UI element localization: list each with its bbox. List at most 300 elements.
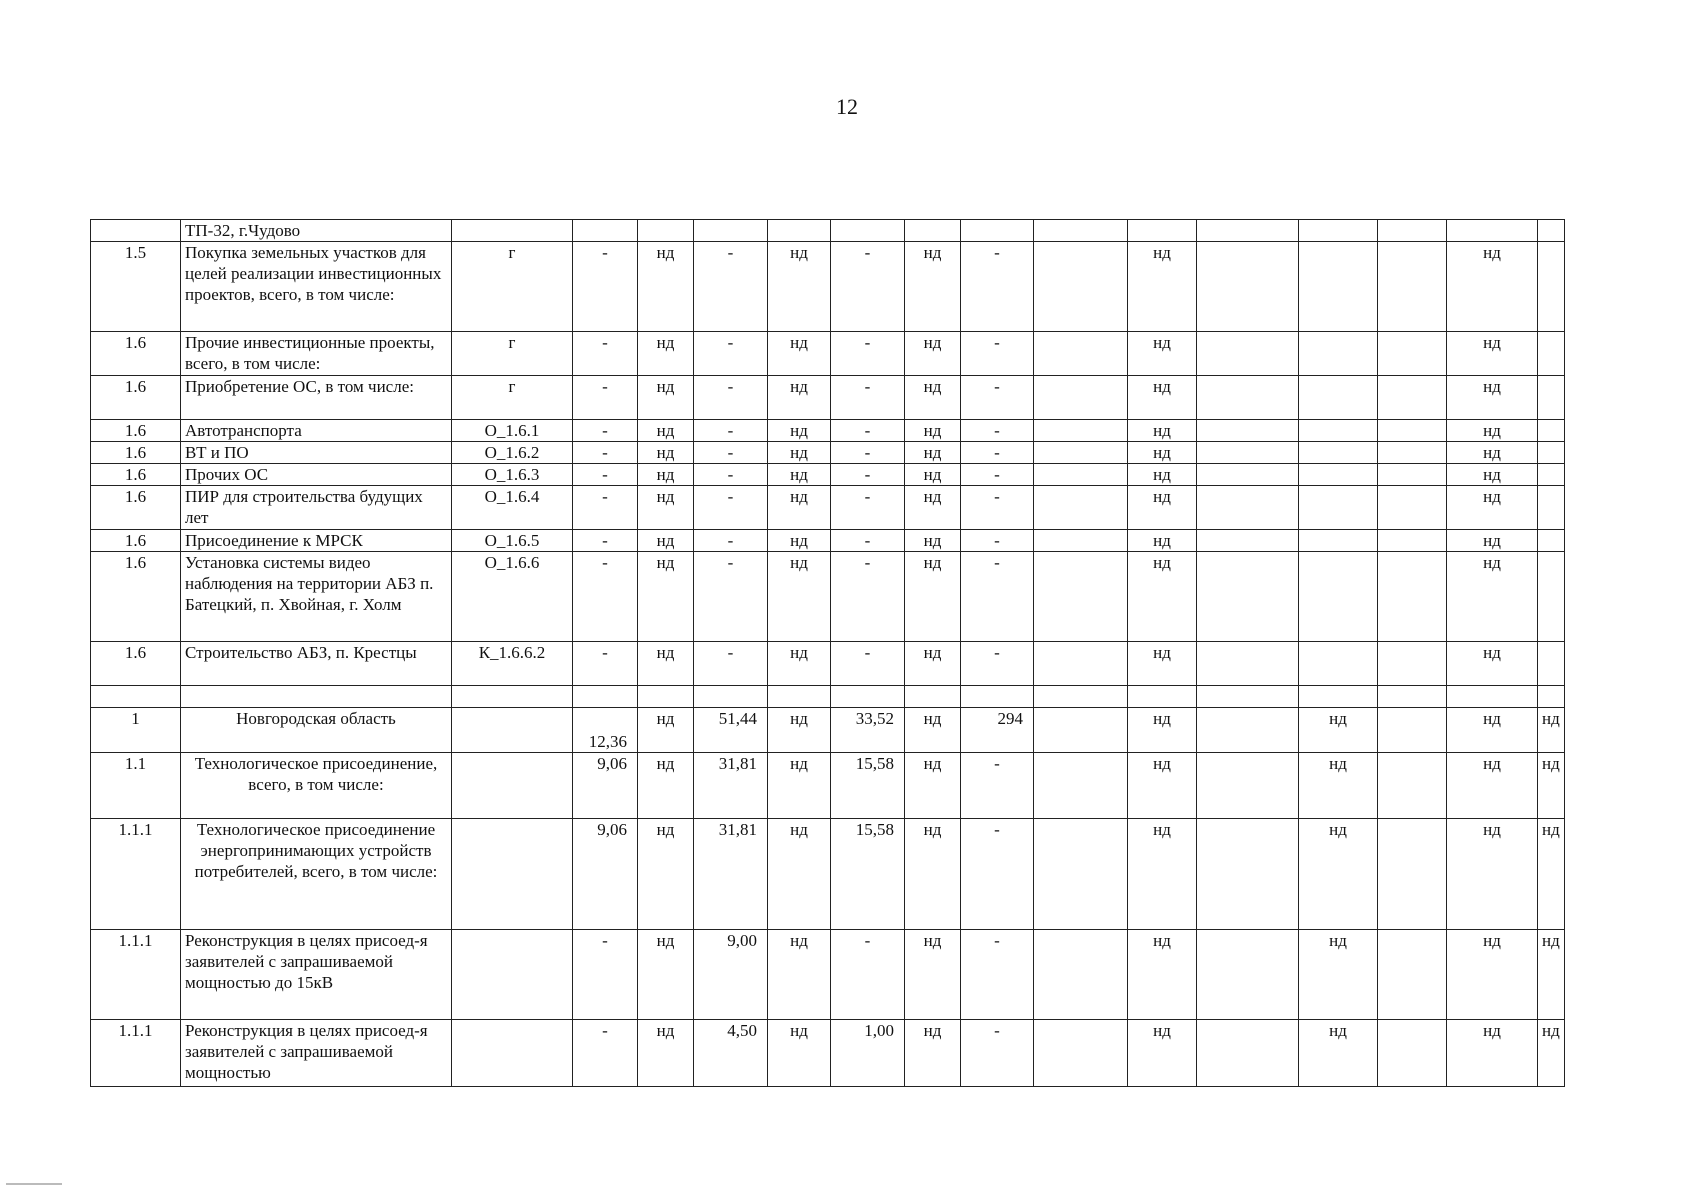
value-cell: нд [768,242,831,332]
value-cell [1034,530,1128,552]
table-row [91,686,1565,708]
value-cell: нд [768,530,831,552]
value-cell: - [961,1020,1034,1087]
value-cell: нд [1128,530,1197,552]
table-row [91,242,1565,332]
value-cell: нд [638,753,694,819]
value-cell: - [961,930,1034,1020]
value-cell: - [573,332,638,376]
value-cell: нд [1538,753,1565,819]
value-cell [1197,220,1299,242]
value-cell: нд [1128,642,1197,686]
row-code: г [452,376,573,420]
value-cell: 51,44 [694,708,768,753]
value-cell: - [831,376,905,420]
value-cell: нд [768,332,831,376]
value-cell: нд [1299,708,1378,753]
value-cell: нд [1447,708,1538,753]
value-cell: - [573,464,638,486]
value-cell: нд [1128,376,1197,420]
value-cell [694,220,768,242]
value-cell [1197,642,1299,686]
value-cell [1299,376,1378,420]
value-cell: нд [638,376,694,420]
value-cell [1378,442,1447,464]
row-name: Реконструкция в целях присоед-я заявителей с запрашиваемой мощностью [181,1020,452,1087]
value-cell [1197,420,1299,442]
value-cell [1197,242,1299,332]
value-cell [1034,1020,1128,1087]
value-cell: нд [1447,376,1538,420]
value-cell: - [831,486,905,530]
value-cell [831,220,905,242]
value-cell: нд [1128,464,1197,486]
value-cell [694,686,768,708]
row-code [452,1020,573,1087]
row-name: Автотранспорта [181,420,452,442]
value-cell [1447,686,1538,708]
value-cell: нд [768,442,831,464]
value-cell [1034,642,1128,686]
value-cell [1299,442,1378,464]
value-cell: - [831,552,905,642]
value-cell: нд [1447,242,1538,332]
value-cell [1378,464,1447,486]
value-cell: нд [1299,930,1378,1020]
value-cell: нд [1128,753,1197,819]
value-cell: 15,58 [831,753,905,819]
row-name: Покупка земельных участков для целей реализации инвестиционных проектов, всего, в том числе: [181,242,452,332]
value-cell [1538,332,1565,376]
page-number: 12 [836,94,858,119]
row-name: Технологическое присоединение энергопринимающих устройств потребителей, всего, в том числе: [181,819,452,930]
value-cell: 15,58 [831,819,905,930]
value-cell: - [961,753,1034,819]
value-cell: нд [1447,642,1538,686]
value-cell [1034,552,1128,642]
value-cell: - [961,242,1034,332]
value-cell: нд [768,708,831,753]
value-cell [1197,530,1299,552]
value-cell: - [573,930,638,1020]
row-number: 1.6 [91,530,181,552]
value-cell: - [961,642,1034,686]
value-cell: нд [768,486,831,530]
value-cell [638,686,694,708]
value-cell: нд [1538,819,1565,930]
value-cell [1299,332,1378,376]
row-code: О_1.6.6 [452,552,573,642]
value-cell [1034,220,1128,242]
value-cell [768,686,831,708]
value-cell [1128,686,1197,708]
value-cell: 9,06 [573,753,638,819]
row-code [452,930,573,1020]
table-row [91,819,1565,930]
value-cell: 9,00 [694,930,768,1020]
value-cell: нд [905,332,961,376]
value-cell: нд [1538,1020,1565,1087]
table-row [91,332,1565,376]
table-row [91,708,1565,753]
value-cell [1197,486,1299,530]
value-cell: нд [905,242,961,332]
value-cell: - [831,332,905,376]
value-cell [1538,420,1565,442]
value-cell: - [694,464,768,486]
value-cell [1034,464,1128,486]
value-cell: нд [638,1020,694,1087]
value-cell [1034,486,1128,530]
value-cell: нд [1128,442,1197,464]
table-row [91,642,1565,686]
value-cell: - [831,442,905,464]
value-cell: нд [1538,708,1565,753]
value-cell [1378,642,1447,686]
value-cell [1538,242,1565,332]
value-cell [1197,376,1299,420]
value-cell: нд [905,420,961,442]
value-cell [1197,708,1299,753]
value-cell [1197,1020,1299,1087]
value-cell: 31,81 [694,753,768,819]
value-cell: - [694,442,768,464]
value-cell: 33,52 [831,708,905,753]
value-cell [1378,242,1447,332]
value-cell: нд [1447,819,1538,930]
value-cell: - [573,552,638,642]
row-name [181,686,452,708]
row-number: 1.1.1 [91,930,181,1020]
value-cell [1197,442,1299,464]
value-cell [1299,420,1378,442]
value-cell: - [694,332,768,376]
row-code [452,686,573,708]
row-number: 1.1 [91,753,181,819]
value-cell [1538,376,1565,420]
value-cell [1299,552,1378,642]
value-cell [1299,642,1378,686]
value-cell: - [694,420,768,442]
row-number: 1.6 [91,420,181,442]
row-code [452,220,573,242]
table-row [91,220,1565,242]
value-cell: нд [768,930,831,1020]
value-cell: - [831,464,905,486]
row-code: г [452,242,573,332]
value-cell: нд [638,642,694,686]
row-code [452,819,573,930]
value-cell: нд [905,442,961,464]
value-cell: - [694,242,768,332]
value-cell: нд [638,464,694,486]
value-cell [638,220,694,242]
value-cell: 1,00 [831,1020,905,1087]
row-code: О_1.6.1 [452,420,573,442]
value-cell: нд [638,486,694,530]
value-cell: нд [1128,420,1197,442]
row-number [91,686,181,708]
value-cell [1299,242,1378,332]
value-cell [1378,530,1447,552]
value-cell [1378,420,1447,442]
row-number: 1.6 [91,332,181,376]
value-cell [1378,220,1447,242]
value-cell: нд [1447,442,1538,464]
value-cell: нд [1128,819,1197,930]
value-cell [1034,686,1128,708]
value-cell: 294 [961,708,1034,753]
value-cell: - [961,486,1034,530]
value-cell: - [573,420,638,442]
value-cell: - [694,376,768,420]
row-number: 1.1.1 [91,819,181,930]
value-cell: нд [768,552,831,642]
value-cell: нд [1447,930,1538,1020]
value-cell: - [694,552,768,642]
value-cell [1538,220,1565,242]
value-cell [905,220,961,242]
value-cell [1128,220,1197,242]
row-code: г [452,332,573,376]
value-cell [1197,464,1299,486]
value-cell [768,220,831,242]
value-cell: - [961,530,1034,552]
value-cell [1197,930,1299,1020]
value-cell [1378,753,1447,819]
table-row [91,486,1565,530]
value-cell [1197,819,1299,930]
value-cell [1034,708,1128,753]
value-cell [961,686,1034,708]
value-cell [1378,376,1447,420]
scan-mark [6,1183,62,1185]
value-cell: - [573,242,638,332]
value-cell [1538,530,1565,552]
value-cell: - [961,442,1034,464]
value-cell [1299,686,1378,708]
value-cell [831,686,905,708]
value-cell: нд [768,1020,831,1087]
value-cell: нд [638,552,694,642]
value-cell: нд [638,819,694,930]
value-cell: нд [1128,1020,1197,1087]
row-name: ПИР для строительства будущих лет [181,486,452,530]
value-cell: нд [905,753,961,819]
row-number: 1.6 [91,464,181,486]
value-cell [1197,332,1299,376]
row-number: 1.1.1 [91,1020,181,1087]
value-cell: нд [1538,930,1565,1020]
value-cell: нд [905,552,961,642]
value-cell: нд [768,376,831,420]
value-cell [905,686,961,708]
value-cell [1034,242,1128,332]
value-cell [1034,930,1128,1020]
value-cell: нд [1128,708,1197,753]
value-cell: - [961,464,1034,486]
value-cell: нд [1128,486,1197,530]
value-cell: - [573,376,638,420]
value-cell [1299,220,1378,242]
value-cell: - [694,642,768,686]
value-cell [1538,686,1565,708]
value-cell: нд [1447,420,1538,442]
table-row [91,530,1565,552]
value-cell: нд [1128,930,1197,1020]
value-cell: - [694,486,768,530]
value-cell: - [573,530,638,552]
row-code [452,753,573,819]
value-cell: - [831,420,905,442]
value-cell: нд [905,530,961,552]
value-cell: - [573,642,638,686]
value-cell: нд [905,819,961,930]
table-row [91,552,1565,642]
value-cell: нд [638,420,694,442]
value-cell [1034,753,1128,819]
value-cell: нд [1299,753,1378,819]
row-code: О_1.6.5 [452,530,573,552]
value-cell [1034,442,1128,464]
value-cell: нд [638,442,694,464]
row-name: Приобретение ОС, в том числе: [181,376,452,420]
value-cell: нд [905,930,961,1020]
value-cell: нд [905,642,961,686]
row-number: 1.5 [91,242,181,332]
row-number: 1.6 [91,376,181,420]
value-cell [1197,753,1299,819]
value-cell [1378,819,1447,930]
row-name: Присоединение к МРСК [181,530,452,552]
value-cell: - [573,442,638,464]
value-cell: нд [768,819,831,930]
table-row [91,420,1565,442]
value-cell [1034,420,1128,442]
value-cell [1538,486,1565,530]
row-number: 1.6 [91,486,181,530]
value-cell [1378,486,1447,530]
value-cell [1378,552,1447,642]
value-cell: нд [905,486,961,530]
value-cell: нд [905,1020,961,1087]
row-code: К_1.6.6.2 [452,642,573,686]
row-code: О_1.6.3 [452,464,573,486]
value-cell [1538,464,1565,486]
value-cell [1034,819,1128,930]
value-cell: нд [1447,753,1538,819]
row-name: Строительство АБЗ, п. Крестцы [181,642,452,686]
value-cell: нд [905,376,961,420]
row-code [452,708,573,753]
value-cell: 4,50 [694,1020,768,1087]
value-cell: нд [1128,242,1197,332]
value-cell: нд [1447,332,1538,376]
value-cell [573,220,638,242]
value-cell: нд [1447,530,1538,552]
row-name: ТП-32, г.Чудово [181,220,452,242]
value-cell: нд [638,332,694,376]
value-cell [1299,530,1378,552]
value-cell: нд [768,753,831,819]
row-code: О_1.6.2 [452,442,573,464]
value-cell: - [961,819,1034,930]
table-row [91,442,1565,464]
row-name: Реконструкция в целях присоед-я заявителей с запрашиваемой мощностью до 15кВ [181,930,452,1020]
value-cell [1378,686,1447,708]
value-cell: - [961,332,1034,376]
value-cell: нд [638,530,694,552]
row-number: 1.6 [91,642,181,686]
row-number: 1.6 [91,552,181,642]
value-cell: - [831,930,905,1020]
value-cell: нд [638,708,694,753]
row-number: 1 [91,708,181,753]
table-row [91,930,1565,1020]
value-cell: нд [905,464,961,486]
row-number: 1.6 [91,442,181,464]
value-cell [1378,1020,1447,1087]
row-name: Технологическое присоединение, всего, в том числе: [181,753,452,819]
table-row [91,464,1565,486]
value-cell: нд [638,242,694,332]
value-cell [1034,376,1128,420]
value-cell: нд [768,420,831,442]
value-cell: нд [1299,1020,1378,1087]
value-cell: нд [768,464,831,486]
value-cell [573,686,638,708]
row-name: Прочих ОС [181,464,452,486]
value-cell: - [961,376,1034,420]
value-cell [1378,708,1447,753]
value-cell: - [573,486,638,530]
row-name: Установка системы видео наблюдения на территории АБЗ п. Батецкий, п. Хвойная, г. Холм [181,552,452,642]
table-row [91,753,1565,819]
value-cell [1447,220,1538,242]
value-cell: - [831,242,905,332]
investment-table [90,219,1565,1087]
table-row [91,376,1565,420]
value-cell [1538,552,1565,642]
value-cell: нд [1447,464,1538,486]
value-cell [1197,686,1299,708]
value-cell [1538,642,1565,686]
value-cell: нд [1447,552,1538,642]
value-cell [961,220,1034,242]
table-row [91,1020,1565,1087]
value-cell: - [694,530,768,552]
value-cell: нд [768,642,831,686]
value-cell: - [961,552,1034,642]
row-code: О_1.6.4 [452,486,573,530]
value-cell [1378,332,1447,376]
value-cell: нд [905,708,961,753]
value-cell [1538,442,1565,464]
value-cell: - [961,420,1034,442]
value-cell: нд [1299,819,1378,930]
value-cell: - [573,1020,638,1087]
value-cell: нд [1128,552,1197,642]
value-cell: 9,06 [573,819,638,930]
value-cell: нд [1447,486,1538,530]
value-cell: нд [1447,1020,1538,1087]
value-cell: нд [1128,332,1197,376]
row-name: Новгородская область [181,708,452,753]
value-cell: - [831,530,905,552]
value-cell [1197,552,1299,642]
row-name: ВТ и ПО [181,442,452,464]
row-name: Прочие инвестиционные проекты, всего, в том числе: [181,332,452,376]
